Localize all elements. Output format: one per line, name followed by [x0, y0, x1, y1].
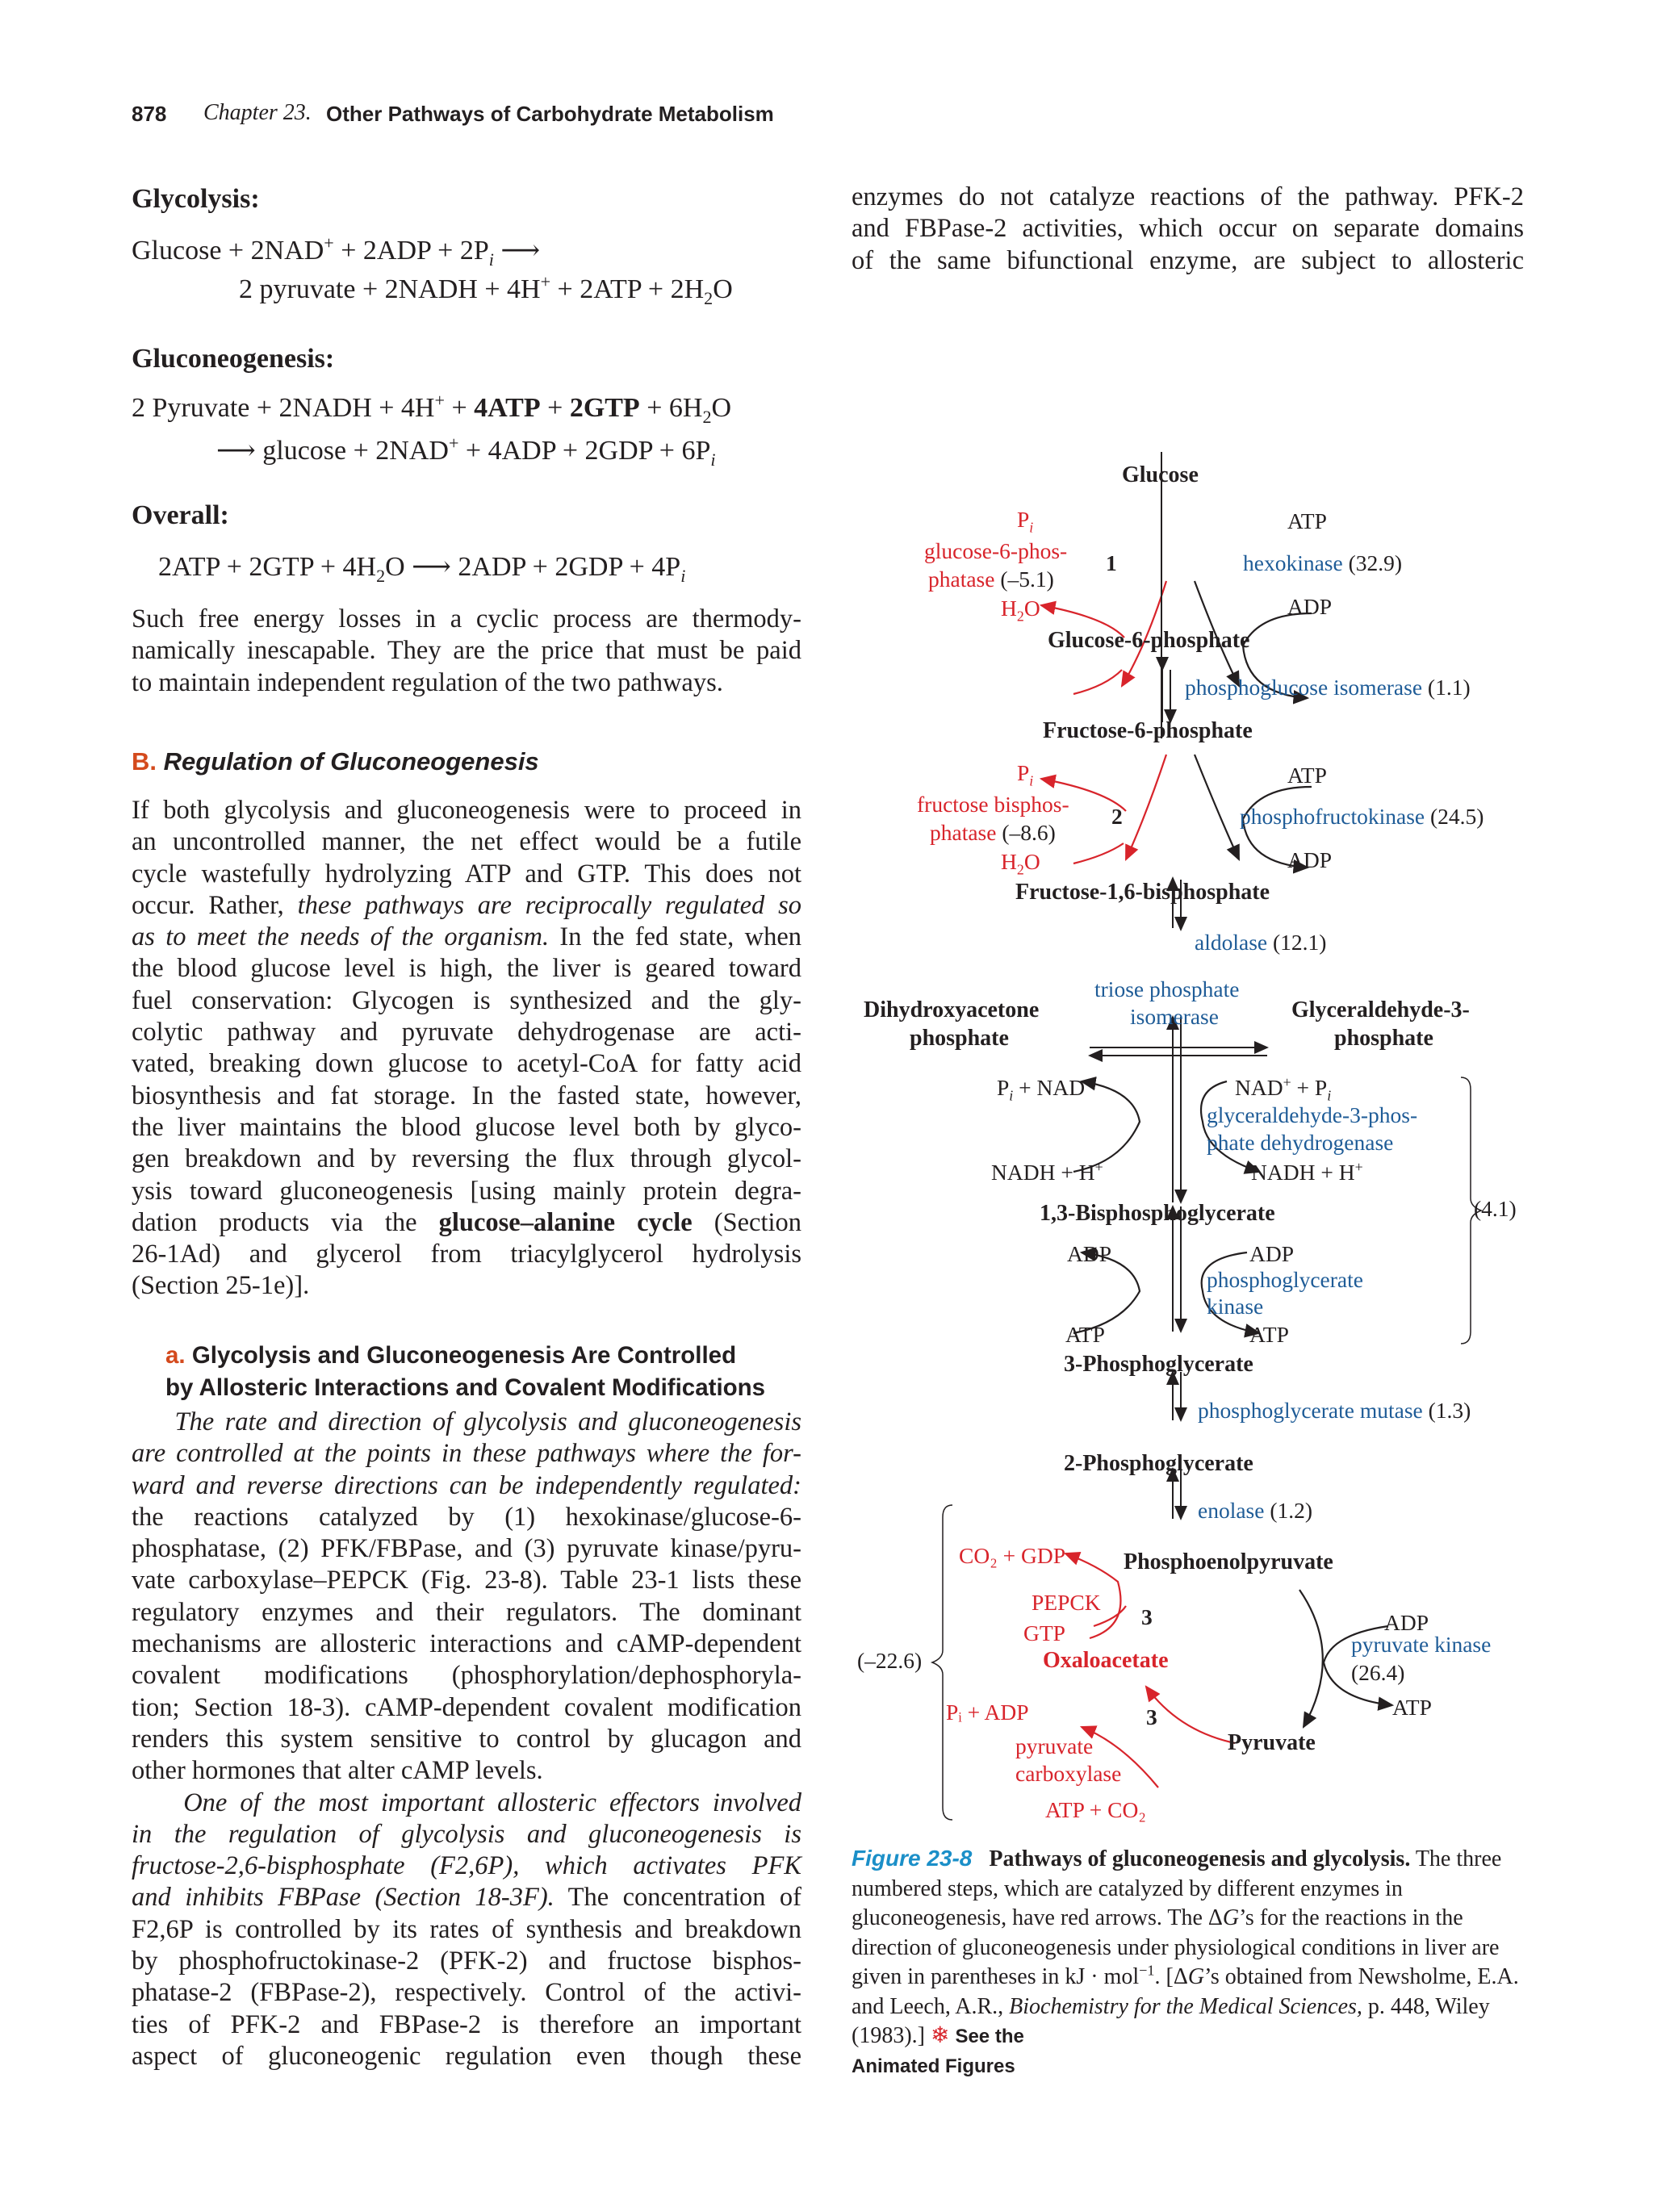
- text-line: enzymes do not catalyze reactions of the pathway. PFK-2: [852, 182, 1524, 211]
- pgk-label-2: kinase: [1207, 1294, 1264, 1319]
- glycolysis-heading: Glycolysis:: [132, 184, 260, 214]
- tpi-label-1: triose phosphate: [1094, 976, 1240, 1001]
- g6pase-label-2: phatase (–5.1): [928, 567, 1054, 592]
- subsection-a-heading: [165, 1340, 765, 1404]
- figure-caption: Figure 23-8 Pathways of gluconeogenesis and glycolysis. The three numbered steps, which are catalyzed by different enzymes in gluconeogenesis, have red arrows. The ΔG’s for the reactions in the direction of gluconeogenesis under physiological conditions in liver are given in parentheses in kJ · mol$^{-1}$. [ΔG’s obtained from Newsholme, E.A. and Leech, A.R., Biochemistry for the Medical Sciences, p. 448, Wiley (1983).] ❄ See the Animated Figures: [852, 1844, 1521, 2081]
- step-1: 1: [1106, 550, 1117, 575]
- pk-label: pyruvate kinase: [1351, 1632, 1492, 1657]
- water-label: $H_2O$: [1001, 596, 1040, 625]
- gluconeogenesis-equation-line-2: ⟶ $glucose + 2NAD^+ + 4ADP + 2GDP + 6P_i$: [216, 433, 716, 470]
- adp-label: ADP: [1067, 1241, 1112, 1266]
- water-label: $H_2O$: [1001, 849, 1040, 878]
- dhap-label-2: phosphate: [910, 1026, 1009, 1051]
- chapter-label: Chapter 23.: [203, 100, 312, 125]
- pi-adp-label: Pᵢ + ADP: [946, 1700, 1029, 1725]
- pk-dg: (26.4): [1351, 1660, 1405, 1685]
- g6p-label: Glucose-6-phosphate: [1048, 628, 1250, 653]
- atp-label: ATP: [1287, 508, 1327, 533]
- text-line: and FBPase-2 activities, which occur on separate domains: [852, 214, 1524, 244]
- overall-heading: Overall:: [132, 500, 229, 530]
- pep-label: Phosphoenolpyruvate: [1124, 1549, 1333, 1574]
- enolase-label: enolase (1.2): [1198, 1498, 1313, 1523]
- gluconeogenesis-heading: Gluconeogenesis:: [132, 344, 335, 374]
- atp-label: ATP: [1287, 763, 1327, 788]
- text-line: to maintain independent regulation of the two pathways.: [132, 667, 723, 697]
- adp-label: ADP: [1384, 1610, 1429, 1635]
- pyruvate-label: Pyruvate: [1228, 1730, 1316, 1755]
- atp-label: ATP: [1392, 1695, 1432, 1720]
- pepck-label: PEPCK: [1032, 1590, 1101, 1615]
- gapdh-label-1: glyceraldehyde-3-phos-: [1207, 1102, 1418, 1127]
- gap-label-1: Glyceraldehyde-3-: [1291, 997, 1470, 1022]
- fbpase-label-1: fructose bisphos-: [917, 792, 1069, 817]
- f16bp-label: Fructose-1,6-bisphosphate: [1015, 880, 1270, 905]
- pi-label: $P_i$: [1017, 507, 1034, 536]
- pgm-label: phosphoglycerate mutase (1.3): [1198, 1398, 1471, 1423]
- pathway-arrows: [839, 452, 1550, 1824]
- text-line: namically inescapable. They are the price that must be paid: [132, 636, 801, 666]
- animated-figures-link[interactable]: Animated Figures: [852, 2055, 1015, 2077]
- oaa-label: Oxaloacetate: [1043, 1648, 1169, 1673]
- see-the-link[interactable]: See the: [955, 2026, 1024, 2047]
- nad-pi-label: $NAD^+ + P_i$: [1235, 1073, 1332, 1104]
- pc-label-1: pyruvate: [1015, 1733, 1094, 1758]
- gapdh-pgk-dg: (4.1): [1474, 1196, 1517, 1221]
- fbpase-label-2: phatase (–8.6): [930, 820, 1056, 845]
- text-line: of the same bifunctional enzyme, are subject to allosteric: [852, 245, 1524, 275]
- aldolase-label: aldolase (12.1): [1195, 930, 1327, 955]
- dhap-label-1: Dihydroxyacetone: [864, 997, 1040, 1022]
- co2-gdp-label: CO₂ + GDP: [959, 1543, 1066, 1568]
- pgi-label: phosphoglucose isomerase (1.1): [1185, 675, 1471, 700]
- subsection-a-line-2: by Allosteric Interactions and Covalent Modifications: [165, 1374, 766, 1401]
- subsection-a-letter: a.: [165, 1342, 186, 1369]
- subsection-a-line-1: Glycolysis and Gluconeogenesis Are Controlled: [191, 1342, 737, 1369]
- section-b-heading: [132, 747, 539, 776]
- animated-figure-icon[interactable]: ❄: [930, 2023, 950, 2048]
- section-b-title: Regulation of Gluconeogenesis: [163, 747, 539, 776]
- pg2-label: 2-Phosphoglycerate: [1064, 1451, 1253, 1476]
- atp-label: ATP: [1065, 1322, 1105, 1347]
- pg3-label: 3-Phosphoglycerate: [1064, 1352, 1253, 1377]
- step-2: 2: [1111, 804, 1123, 829]
- glycolysis-equation-line-1: $Glucose + 2NAD^+ + 2ADP + 2P_i$ ⟶: [132, 232, 541, 270]
- pc-dg: (–22.6): [857, 1648, 923, 1673]
- free-energy-paragraph: [132, 604, 801, 699]
- atp-label: ATP: [1249, 1322, 1289, 1347]
- hexokinase-label: hexokinase (32.9): [1243, 550, 1403, 575]
- adp-label: ADP: [1249, 1241, 1295, 1266]
- nadh-h-label: NADH + H+: [1251, 1158, 1363, 1185]
- pfk-label: phosphofructokinase (24.5): [1240, 804, 1484, 829]
- gapdh-label-2: phate dehydrogenase: [1207, 1130, 1394, 1155]
- caption-title: Pathways of gluconeogenesis and glycolysis.: [989, 1846, 1411, 1871]
- chapter-title: Other Pathways of Carbohydrate Metabolism: [326, 102, 774, 126]
- pi-nad-label: $P_i + NAD^+$: [997, 1073, 1094, 1104]
- control-paragraph: The rate and direction of glycolysis and gluconeogenesis are controlled at the points in these pathways where the for- ward and reverse directions can be independently regulated: the reactions catalyzed by (1) hexokinase/glucose-6- phosphatase, (2) PFK/FBPase, and (3) pyruvate kinase/pyru- vate carboxylase–PEPCK (Fig. 23-8). Table 23-1 lists these regulatory enzymes and their regulators. The dominant mechanisms are allosteric interactions and cAMP-dependent covalent modifications (phosphorylation/dephosphoryla- tion; Section 18-3). cAMP-dependent covalent modification renders this system sensitive to control by glucagon and other hormones that alter cAMP levels. One of the most important allosteric effectors involved in the regulation of glycolysis and gluconeogenesis is fructose-2,6-bisphosphate (F2,6P), which activates PFK and inhibits FBPase (Section 18-3F). The concentration of F2,6P is controlled by its rates of synthesis and breakdown by phosphofructokinase-2 (PFK-2) and fructose bisphos- phatase-2 (FBPase-2), respectively. Control of the activi- ties of PFK-2 and FBPase-2 is therefore an important aspect of gluconeogenic regulation even though these: [132, 1407, 802, 2071]
- nadh-h-label: NADH + H+: [991, 1158, 1103, 1185]
- section-b-letter: B.: [132, 747, 157, 776]
- regulation-paragraph: If both glycolysis and gluconeogenesis were to proceed in an uncontrolled manner, the net effect would be a futile cycle wastefully hydrolyzing ATP and GTP. This does not occur. Rather, these pathways are reciprocally regulated so as to meet the needs of the organism. In the fed state, when the blood glucose level is high, the liver is geared toward fuel conservation: Glycogen is synthesized and the gly- colytic pathway and pyruvate dehydrogenase are acti- vated, breaking down glucose to acetyl-CoA for fatty acid biosynthesis and fat storage. In the fasted state, however, the liver maintains the blood glucose level both by glyco- gen breakdown and by reversing the flux through glycol- ysis toward gluconeogenesis [using mainly protein degra- dation products via the glucose–alanine cycle (Section 26-1Ad) and glycerol from triacylglycerol hydrolysis (Section 25-1e)].: [132, 796, 802, 1301]
- text-line: Such free energy losses in a cyclic process are thermody-: [132, 604, 801, 633]
- step-3: 3: [1146, 1704, 1157, 1729]
- pathway-diagram: [839, 452, 1550, 1824]
- bpg-label: 1,3-Bisphosphoglycerate: [1040, 1201, 1275, 1226]
- gtp-label: GTP: [1023, 1620, 1065, 1645]
- gap-label-2: phosphate: [1334, 1026, 1433, 1051]
- step-3: 3: [1141, 1604, 1153, 1629]
- pc-label-2: carboxylase: [1015, 1761, 1122, 1786]
- g6pase-label-1: glucose-6-phos-: [924, 538, 1068, 563]
- pgk-label-1: phosphoglycerate: [1207, 1267, 1363, 1292]
- gluconeogenesis-equation-line-1: 2 Pyruvate + 2NADH + $4H^+ + 4ATP + 2GTP + 6H_2O$: [132, 390, 732, 427]
- page-number: 878: [132, 102, 167, 126]
- glucose-label: Glucose: [1122, 462, 1199, 487]
- f6p-label: Fructose-6-phosphate: [1043, 718, 1253, 743]
- figure-label: Figure 23-8: [852, 1846, 973, 1871]
- adp-label: ADP: [1287, 847, 1333, 872]
- overall-equation: $2ATP + 2GTP + 4H_2O$ ⟶ $2ADP + 2GDP + 4P_i$: [158, 552, 686, 586]
- right-column-text: [852, 182, 1524, 277]
- pi-label: $P_i$: [1017, 760, 1034, 789]
- adp-label: ADP: [1287, 594, 1333, 619]
- glycolysis-equation-line-2: 2 pyruvate + 2NADH + $4H^+ + 2ATP + 2H_2O$: [239, 271, 733, 308]
- tpi-label-2: isomerase: [1130, 1004, 1219, 1029]
- atp-co2-label: ATP + CO₂: [1045, 1797, 1146, 1822]
